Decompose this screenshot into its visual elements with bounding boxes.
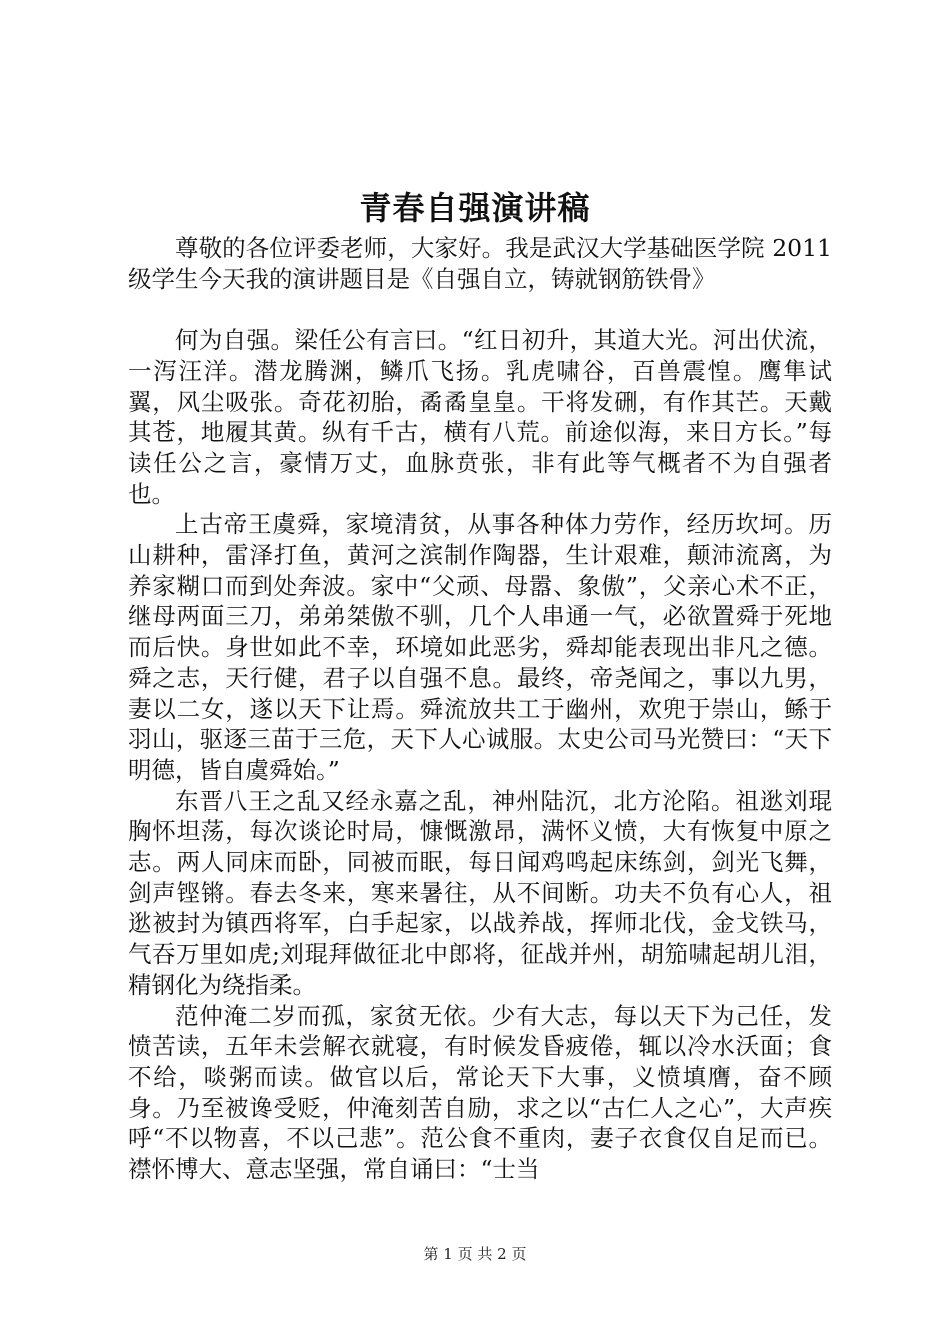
page-footer: 第 1 页 共 2 页 xyxy=(423,1245,527,1263)
paragraph-intro: 尊敬的各位评委老师，大家好。我是武汉大学基础医学院 2011 级学生今天我的演讲题目是《自强自立，铸就钢筋铁骨》 xyxy=(128,234,832,293)
paragraph: 范仲淹二岁而孤，家贫无依。少有大志，每以天下为己任，发愤苦读，五年未尝解衣就寝，有时候发昏疲倦，辄以冷水沃面；食不给，啖粥而读。做官以后，常论天下大事，义愤填膺，奋不顾身。乃至被谗受贬，仲淹刻苦自励，求之以“古仁人之心”，大声疾呼“不以物喜，不以己悲”。范公食不重肉，妻子衣食仅自足而已。襟怀博大、意志坚强，常自诵曰：“士当 xyxy=(128,1001,832,1184)
paragraph: 何为自强。梁任公有言曰。“红日初升，其道大光。河出伏流，一泻汪洋。潜龙腾渊，鳞爪飞扬。乳虎啸谷，百兽震惶。鹰隼试翼，风尘吸张。奇花初胎，矞矞皇皇。干将发硎，有作其芒。天戴其苍，地履其黄。纵有千古，横有八荒。前途似海，来日方长。”每读任公之言，豪情万丈，血脉贲张，非有此等气概者不为自强者也。 xyxy=(128,326,832,508)
paragraph: 上古帝王虞舜，家境清贫，从事各种体力劳作，经历坎坷。历山耕种，雷泽打鱼，黄河之滨制作陶器，生计艰难，颠沛流离，为养家糊口而到处奔波。家中“父顽、母嚣、象傲”，父亲心术不正，继母两面三刀，弟弟桀傲不驯，几个人串通一气，必欲置舜于死地而后快。身世如此不幸，环境如此恶劣，舜却能表现出非凡之德。舜之志，天行健，君子以自强不息。最终，帝尧闻之，事以九男，妻以二女，遂以天下让焉。舜流放共工于幽州，欢兜于崇山，鲧于羽山，驱逐三苗于三危，天下人心诚服。太史公司马光赞曰：“天下明德，皆自虞舜始。” xyxy=(128,510,832,784)
paragraph: 东晋八王之乱又经永嘉之乱，神州陆沉，北方沦陷。祖逖刘琨胸怀坦荡，每次谈论时局，慷慨激昂，满怀义愤，大有恢复中原之志。两人同床而卧，同被而眠，每日闻鸡鸣起床练剑，剑光飞舞，剑声铿锵。春去冬来，寒来暑往，从不间断。功夫不负有心人，祖逖被封为镇西将军，白手起家，以战养战，挥师北伐，金戈铁马，气吞万里如虎;刘琨拜做征北中郎将，征战并州，胡笳啸起胡儿泪，精钢化为绕指柔。 xyxy=(128,786,832,999)
document-title: 青春自强演讲稿 xyxy=(359,189,591,227)
document-body xyxy=(128,233,832,1185)
